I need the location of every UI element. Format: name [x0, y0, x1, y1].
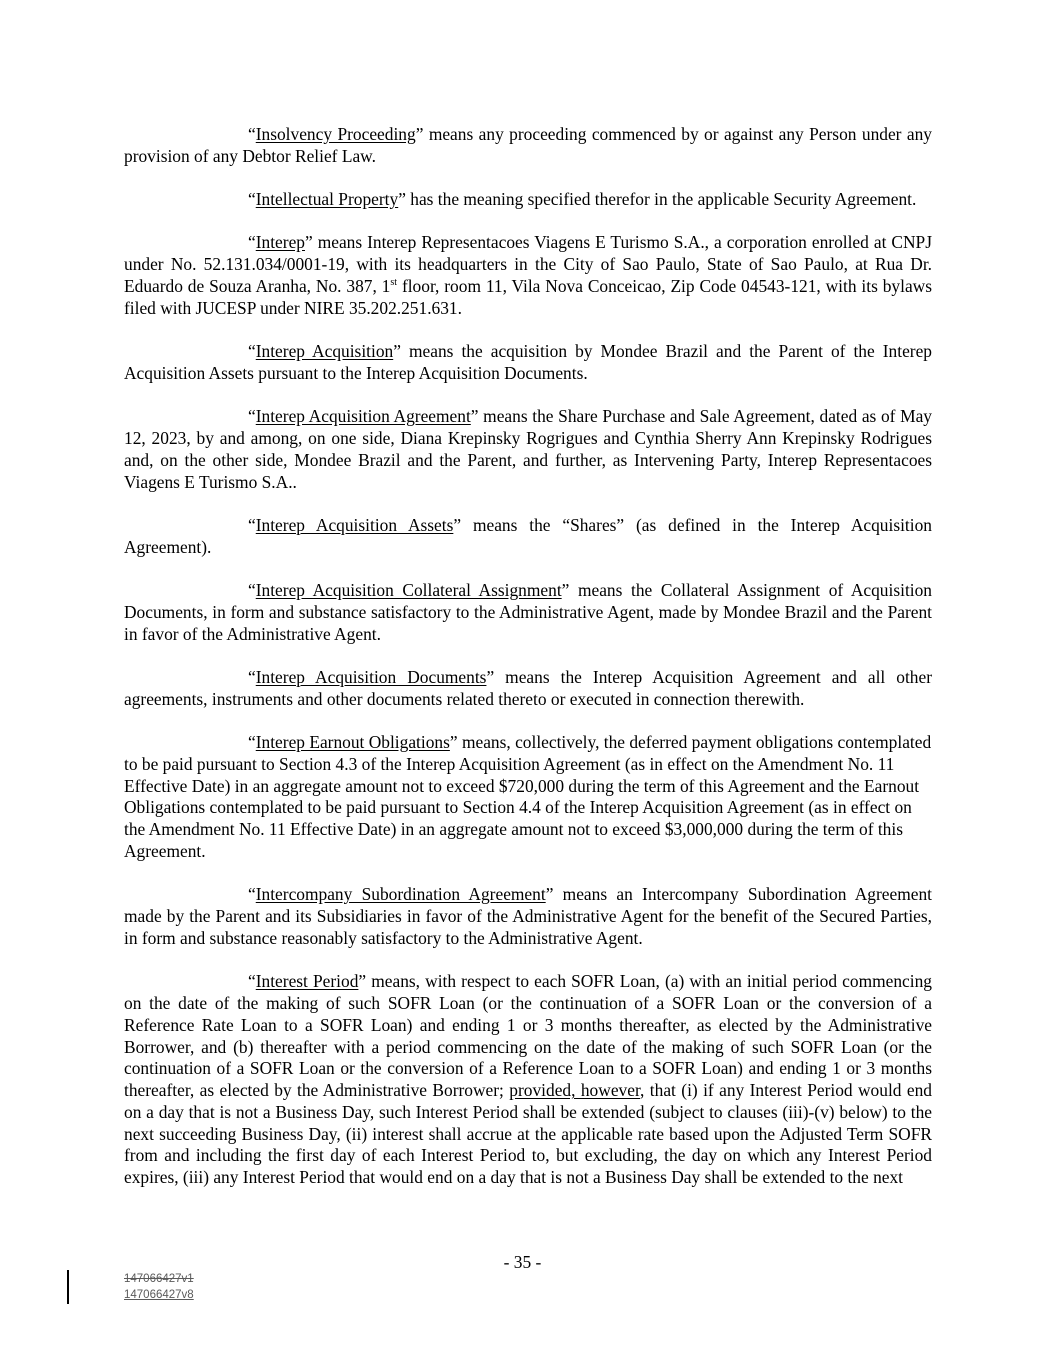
- definition-interest-period: “Interest Period” means, with respect to each SOFR Loan, (a) with an initial period commencing on the date of the making of such SOFR Loan (or the continuation of a SOFR Loan or the conversion of a Reference Rate Loan to a SOFR Loan) and ending 1 or 3 months thereafter, as elected by the Administrative Borrower, and (b) thereafter with a period commencing on the date of the making of such SOFR Loan (or the continuation of a SOFR Loan or the conversion of a Reference Loan to a SOFR Loan) and ending 1 or 3 months thereafter, as elected by the Administrative Borrower; provided, however, that (i) if any Interest Period would end on a day that is not a Business Day, such Interest Period shall be extended (subject to clauses (iii)-(v) below) to the next succeeding Business Day, (ii) interest shall accrue at the applicable rate based upon the Adjusted Term SOFR from and including the first day of each Interest Period to, but excluding, the day on which any Interest Period expires, (iii) any Interest Period that would end on a day that is not a Business Day shall be extended to the next: [124, 971, 932, 1188]
- definition-text: ” means, with respect to each SOFR Loan, (a) with an initial period commencing on the date of the making of such SOFR Loan (or the continuation of a SOFR Loan or the conversion of a Reference Rate Loan to a SOFR Loan) and ending 1 or 3 months thereafter, as elected by the Administrative Borrower, and (b) thereafter with a period commencing on the date of the making of such SOFR Loan (or the continuation of a SOFR Loan or the conversion of a Reference Loan to a SOFR Loan) and ending 1 or 3 months thereafter, as elected by the Administrative Borrower;: [124, 971, 932, 1101]
- revision-change-bar: [67, 1270, 69, 1304]
- definition-text: ” means any proceeding commenced by or against any Person under any provision of any Debtor Relief Law.: [124, 124, 932, 166]
- document-page: [124, 124, 932, 1211]
- definition-intellectual-property: “Intellectual Property” has the meaning specified therefor in the applicable Security Agreement.: [248, 189, 917, 210]
- definition-text: ” means, collectively, the deferred payment obligations contemplated to be paid pursuant to Section 4.3 of the Interep Acquisition Agreement (as in effect on the Amendment No. 11 Effective Date) in an aggregate amount not to exceed $720,000 during the term of this Agreement and the Earnout Obligations contemplated to be paid pursuant to Section 4.4 of the Interep Acquisition Agreement (as in effect on the Amendment No. 11 Effective Date) in an aggregate amount not to exceed $3,000,000 during the term of this Agreement.: [124, 731, 932, 861]
- ordinal-suffix: st: [390, 277, 398, 289]
- definition-interep-acquisition-agreement: “Interep Acquisition Agreement” means the Share Purchase and Sale Agreement, dated as of May 12, 2023, by and among, on one side, Diana Krepinsky Rogrigues and Cynthia Sherry Ann Krepinsky Rodrigues and, on the other side, Mondee Brazil and the Parent, and further, as Intervening Party, Interep Representacoes Viagens E Turismo S.A..: [124, 406, 933, 492]
- defined-term: Intellectual Property: [255, 189, 399, 210]
- definition-interep-acquisition-assets: “Interep Acquisition Assets” means the “Shares” (as defined in the Interep Acquisition Agreement).: [124, 514, 932, 557]
- doc-id-new: 147066427v8: [124, 1289, 194, 1301]
- page-number: - 35 -: [503, 1252, 542, 1272]
- defined-term: Interep Acquisition Assets: [255, 514, 454, 535]
- doc-id-old: 147066427v1: [124, 1273, 194, 1285]
- defined-term: Interep: [255, 232, 305, 253]
- defined-term: Insolvency Proceeding: [255, 124, 416, 144]
- defined-term: Interep Earnout Obligations: [255, 731, 450, 752]
- definition-text: ” means Interep Representacoes Viagens E Turismo S.A., a corporation enrolled at CNPJ under No. 52.131.034/0001-19, with its headquarters in the City of Sao Paulo, State of Sao Paulo, at Rua Dr. Eduardo de Souza Aranha, No. 387, 1: [124, 232, 932, 296]
- definition-text: ” means the Collateral Assignment of Acquisition Documents, in form and substance satisfactory to the Administrative Agent, made by Mondee Brazil and the Parent in favor of the Administrative Agent.: [124, 579, 932, 644]
- definition-text: ” means the “Shares” (as defined in the Interep Acquisition Agreement).: [124, 514, 932, 557]
- definition-interep-acquisition: “Interep Acquisition” means the acquisition by Mondee Brazil and the Parent of the Interep Acquisition Assets pursuant to the Interep Acquisition Documents.: [124, 341, 932, 383]
- definition-interep-acquisition-documents: “Interep Acquisition Documents” means the Interep Acquisition Agreement and all other agreements, instruments and other documents related thereto or executed in connection therewith.: [124, 666, 932, 709]
- defined-term: Interep Acquisition Agreement: [255, 406, 471, 427]
- proviso-phrase: provided, however: [509, 1080, 641, 1101]
- definition-text: ” means the Interep Acquisition Agreement and all other agreements, instruments and other documents related thereto or executed in connection therewith.: [124, 666, 932, 709]
- defined-term: Intercompany Subordination Agreement: [255, 884, 546, 905]
- definition-interep: “Interep” means Interep Representacoes Viagens E Turismo S.A., a corporation enrolled at CNPJ under No. 52.131.034/0001-19, with its headquarters in the City of Sao Paulo, State of Sao Paulo, at Rua Dr. Eduardo de Souza Aranha, No. 387, 1st floor, room 11, Vila Nova Conceicao, Zip Code 04543-121, with its bylaws filed with JUCESP under NIRE 35.202.251.631.: [124, 232, 932, 318]
- definition-text: ” has the meaning specified therefor in the applicable Security Agreement.: [398, 189, 917, 210]
- definition-text-cont: , that (i) if any Interest Period would end on a day that is not a Business Day, such Interest Period shall be extended (subject to clauses (iii)-(v) below) to the next succeeding Business Day, (ii) interest shall accrue at the applicable rate based upon the Adjusted Term SOFR from and including the first day of each Interest Period to, but excluding, the day on which any Interest Period expires, (iii) any Interest Period that would end on a day that is not a Business Day shall be extended to the next: [124, 1080, 932, 1188]
- definition-text: ” means an Intercompany Subordination Agreement made by the Parent and its Subsidiaries in favor of the Administrative Agent for the benefit of the Secured Parties, in form and substance reasonably satisfactory to the Administrative Agent.: [124, 884, 932, 948]
- definition-text-cont: floor, room 11, Vila Nova Conceicao, Zip Code 04543-121, with its bylaws filed with JUCESP under NIRE 35.202.251.631.: [124, 275, 932, 318]
- defined-term: Interep Acquisition Collateral Assignment: [255, 579, 562, 600]
- definition-interep-acquisition-collateral-assignment: “Interep Acquisition Collateral Assignment” means the Collateral Assignment of Acquisition Documents, in form and substance satisfactory to the Administrative Agent, made by Mondee Brazil and the Parent in favor of the Administrative Agent.: [124, 579, 932, 644]
- defined-term: Interep Acquisition Documents: [255, 666, 487, 687]
- document-footer: [124, 1271, 194, 1303]
- definition-text: ” means the Share Purchase and Sale Agreement, dated as of May 12, 2023, by and among, on one side, Diana Krepinsky Rogrigues and Cynthia Sherry Ann Krepinsky Rodrigues and, on the other side, Mondee Brazil and the Parent, and further, as Intervening Party, Interep Representacoes Viagens E Turismo S.A..: [124, 406, 933, 492]
- defined-term: Interep Acquisition: [255, 341, 394, 362]
- definition-insolvency-proceeding: “Insolvency Proceeding” means any proceeding commenced by or against any Person under any provision of any Debtor Relief Law.: [124, 124, 932, 166]
- definition-intercompany-subordination-agreement: “Intercompany Subordination Agreement” means an Intercompany Subordination Agreement made by the Parent and its Subsidiaries in favor of the Administrative Agent for the benefit of the Secured Parties, in form and substance reasonably satisfactory to the Administrative Agent.: [124, 884, 932, 948]
- defined-term: Interest Period: [255, 971, 359, 992]
- definition-text: ” means the acquisition by Mondee Brazil and the Parent of the Interep Acquisition Assets pursuant to the Interep Acquisition Documents.: [124, 341, 932, 383]
- definition-interep-earnout-obligations: “Interep Earnout Obligations” means, collectively, the deferred payment obligations contemplated to be paid pursuant to Section 4.3 of the Interep Acquisition Agreement (as in effect on the Amendment No. 11 Effective Date) in an aggregate amount not to exceed $720,000 during the term of this Agreement and the Earnout Obligations contemplated to be paid pursuant to Section 4.4 of the Interep Acquisition Agreement (as in effect on the Amendment No. 11 Effective Date) in an aggregate amount not to exceed $3,000,000 during the term of this Agreement.: [124, 731, 932, 861]
